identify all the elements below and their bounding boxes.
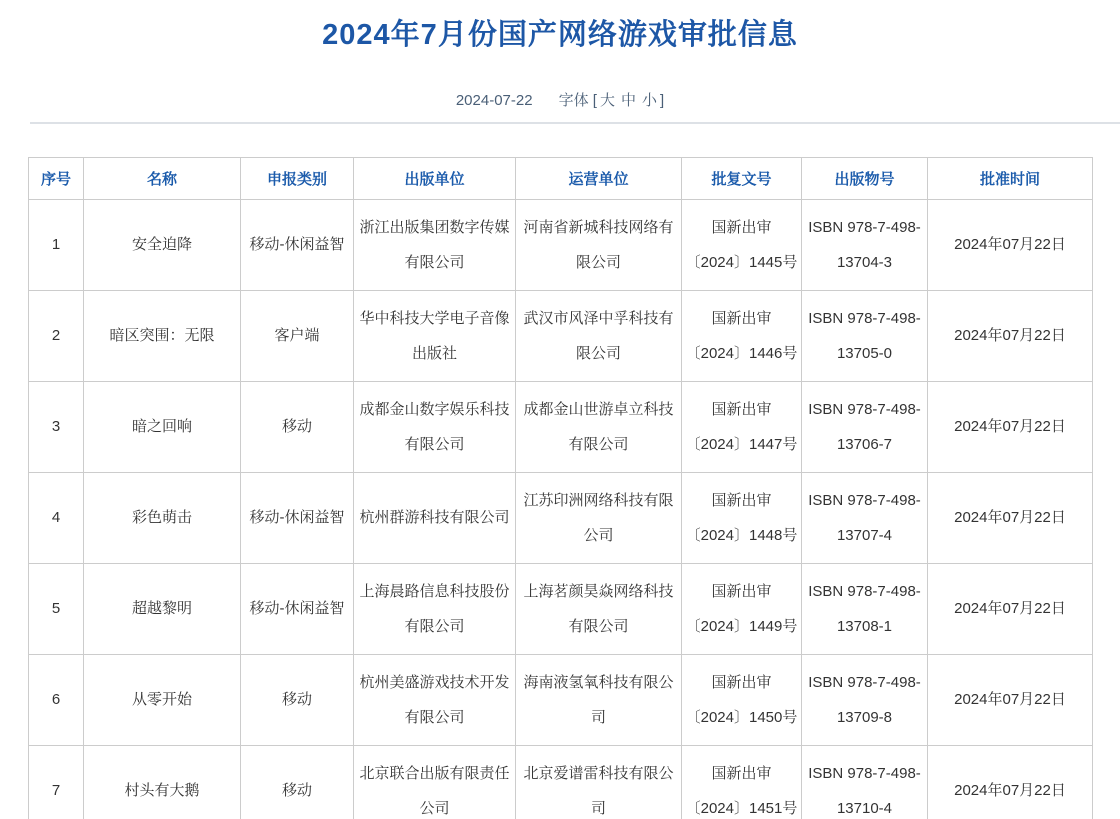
cell-approval-number: 国新出审〔2024〕1445号 <box>682 200 802 291</box>
cell-index: 5 <box>29 564 84 655</box>
cell-publisher: 华中科技大学电子音像出版社 <box>354 291 516 382</box>
cell-isbn: ISBN 978-7-498-13705-0 <box>802 291 928 382</box>
cell-name: 暗区突围：无限 <box>84 291 241 382</box>
cell-approval-number: 国新出审〔2024〕1449号 <box>682 564 802 655</box>
header-approval-date: 批准时间 <box>928 158 1093 200</box>
table-body <box>29 200 1093 819</box>
cell-approval-date: 2024年07月22日 <box>928 655 1093 746</box>
cell-approval-number: 国新出审〔2024〕1447号 <box>682 382 802 473</box>
cell-publisher: 上海晨路信息科技股份有限公司 <box>354 564 516 655</box>
font-size-small-link[interactable]: 小 <box>641 92 657 109</box>
header-publisher: 出版单位 <box>354 158 516 200</box>
header-operator: 运营单位 <box>516 158 682 200</box>
cell-approval-number: 国新出审〔2024〕1448号 <box>682 473 802 564</box>
header-name: 名称 <box>84 158 241 200</box>
font-bracket-close: ] <box>659 92 665 109</box>
table-row <box>29 564 1093 655</box>
cell-approval-number: 国新出审〔2024〕1451号 <box>682 746 802 819</box>
header-category: 申报类别 <box>241 158 354 200</box>
table-row <box>29 655 1093 746</box>
cell-name: 彩色萌击 <box>84 473 241 564</box>
cell-index: 3 <box>29 382 84 473</box>
cell-category: 移动 <box>241 746 354 819</box>
cell-isbn: ISBN 978-7-498-13708-1 <box>802 564 928 655</box>
cell-publisher: 杭州群游科技有限公司 <box>354 473 516 564</box>
cell-approval-date: 2024年07月22日 <box>928 382 1093 473</box>
cell-category: 移动 <box>241 655 354 746</box>
header-isbn: 出版物号 <box>802 158 928 200</box>
cell-name: 从零开始 <box>84 655 241 746</box>
cell-operator: 河南省新城科技网络有限公司 <box>516 200 682 291</box>
header-approval-number: 批复文号 <box>682 158 802 200</box>
cell-publisher: 杭州美盛游戏技术开发有限公司 <box>354 655 516 746</box>
cell-name: 暗之回响 <box>84 382 241 473</box>
cell-publisher: 北京联合出版有限责任公司 <box>354 746 516 819</box>
font-label: 字体 <box>558 92 589 109</box>
cell-index: 7 <box>29 746 84 819</box>
cell-isbn: ISBN 978-7-498-13709-8 <box>802 655 928 746</box>
cell-approval-date: 2024年07月22日 <box>928 473 1093 564</box>
cell-approval-number: 国新出审〔2024〕1450号 <box>682 655 802 746</box>
cell-approval-number: 国新出审〔2024〕1446号 <box>682 291 802 382</box>
table-header-row <box>29 158 1093 200</box>
cell-approval-date: 2024年07月22日 <box>928 200 1093 291</box>
game-approval-table <box>28 157 1093 819</box>
cell-index: 1 <box>29 200 84 291</box>
cell-index: 6 <box>29 655 84 746</box>
cell-category: 移动-休闲益智 <box>241 473 354 564</box>
cell-operator: 北京爱谱雷科技有限公司 <box>516 746 682 819</box>
cell-operator: 上海茗颜昊焱网络科技有限公司 <box>516 564 682 655</box>
font-size-large-link[interactable]: 大 <box>599 92 615 109</box>
meta-line <box>0 89 1120 110</box>
table-row <box>29 382 1093 473</box>
cell-publisher: 浙江出版集团数字传媒有限公司 <box>354 200 516 291</box>
table-row <box>29 473 1093 564</box>
cell-index: 2 <box>29 291 84 382</box>
table-row <box>29 291 1093 382</box>
font-bracket-open: [ <box>592 92 597 109</box>
font-size-medium-link[interactable]: 中 <box>620 92 636 109</box>
cell-name: 超越黎明 <box>84 564 241 655</box>
cell-approval-date: 2024年07月22日 <box>928 291 1093 382</box>
header-index: 序号 <box>29 158 84 200</box>
cell-category: 移动-休闲益智 <box>241 564 354 655</box>
cell-isbn: ISBN 978-7-498-13706-7 <box>802 382 928 473</box>
cell-name: 村头有大鹅 <box>84 746 241 819</box>
cell-approval-date: 2024年07月22日 <box>928 746 1093 819</box>
table-row <box>29 200 1093 291</box>
table-row <box>29 746 1093 819</box>
cell-publisher: 成都金山数字娱乐科技有限公司 <box>354 382 516 473</box>
cell-category: 移动-休闲益智 <box>241 200 354 291</box>
cell-index: 4 <box>29 473 84 564</box>
cell-operator: 武汉市风泽中孚科技有限公司 <box>516 291 682 382</box>
cell-category: 客户端 <box>241 291 354 382</box>
content-divider <box>30 122 1120 124</box>
publish-date: 2024-07-22 <box>455 92 533 109</box>
cell-isbn: ISBN 978-7-498-13707-4 <box>802 473 928 564</box>
cell-name: 安全迫降 <box>84 200 241 291</box>
page-title: 2024年7月份国产网络游戏审批信息 <box>322 19 798 51</box>
cell-category: 移动 <box>241 382 354 473</box>
cell-operator: 海南液氢氧科技有限公司 <box>516 655 682 746</box>
cell-isbn: ISBN 978-7-498-13704-3 <box>802 200 928 291</box>
cell-approval-date: 2024年07月22日 <box>928 564 1093 655</box>
cell-isbn: ISBN 978-7-498-13710-4 <box>802 746 928 819</box>
cell-operator: 江苏印洲网络科技有限公司 <box>516 473 682 564</box>
cell-operator: 成都金山世游卓立科技有限公司 <box>516 382 682 473</box>
font-size-selector <box>559 92 665 109</box>
